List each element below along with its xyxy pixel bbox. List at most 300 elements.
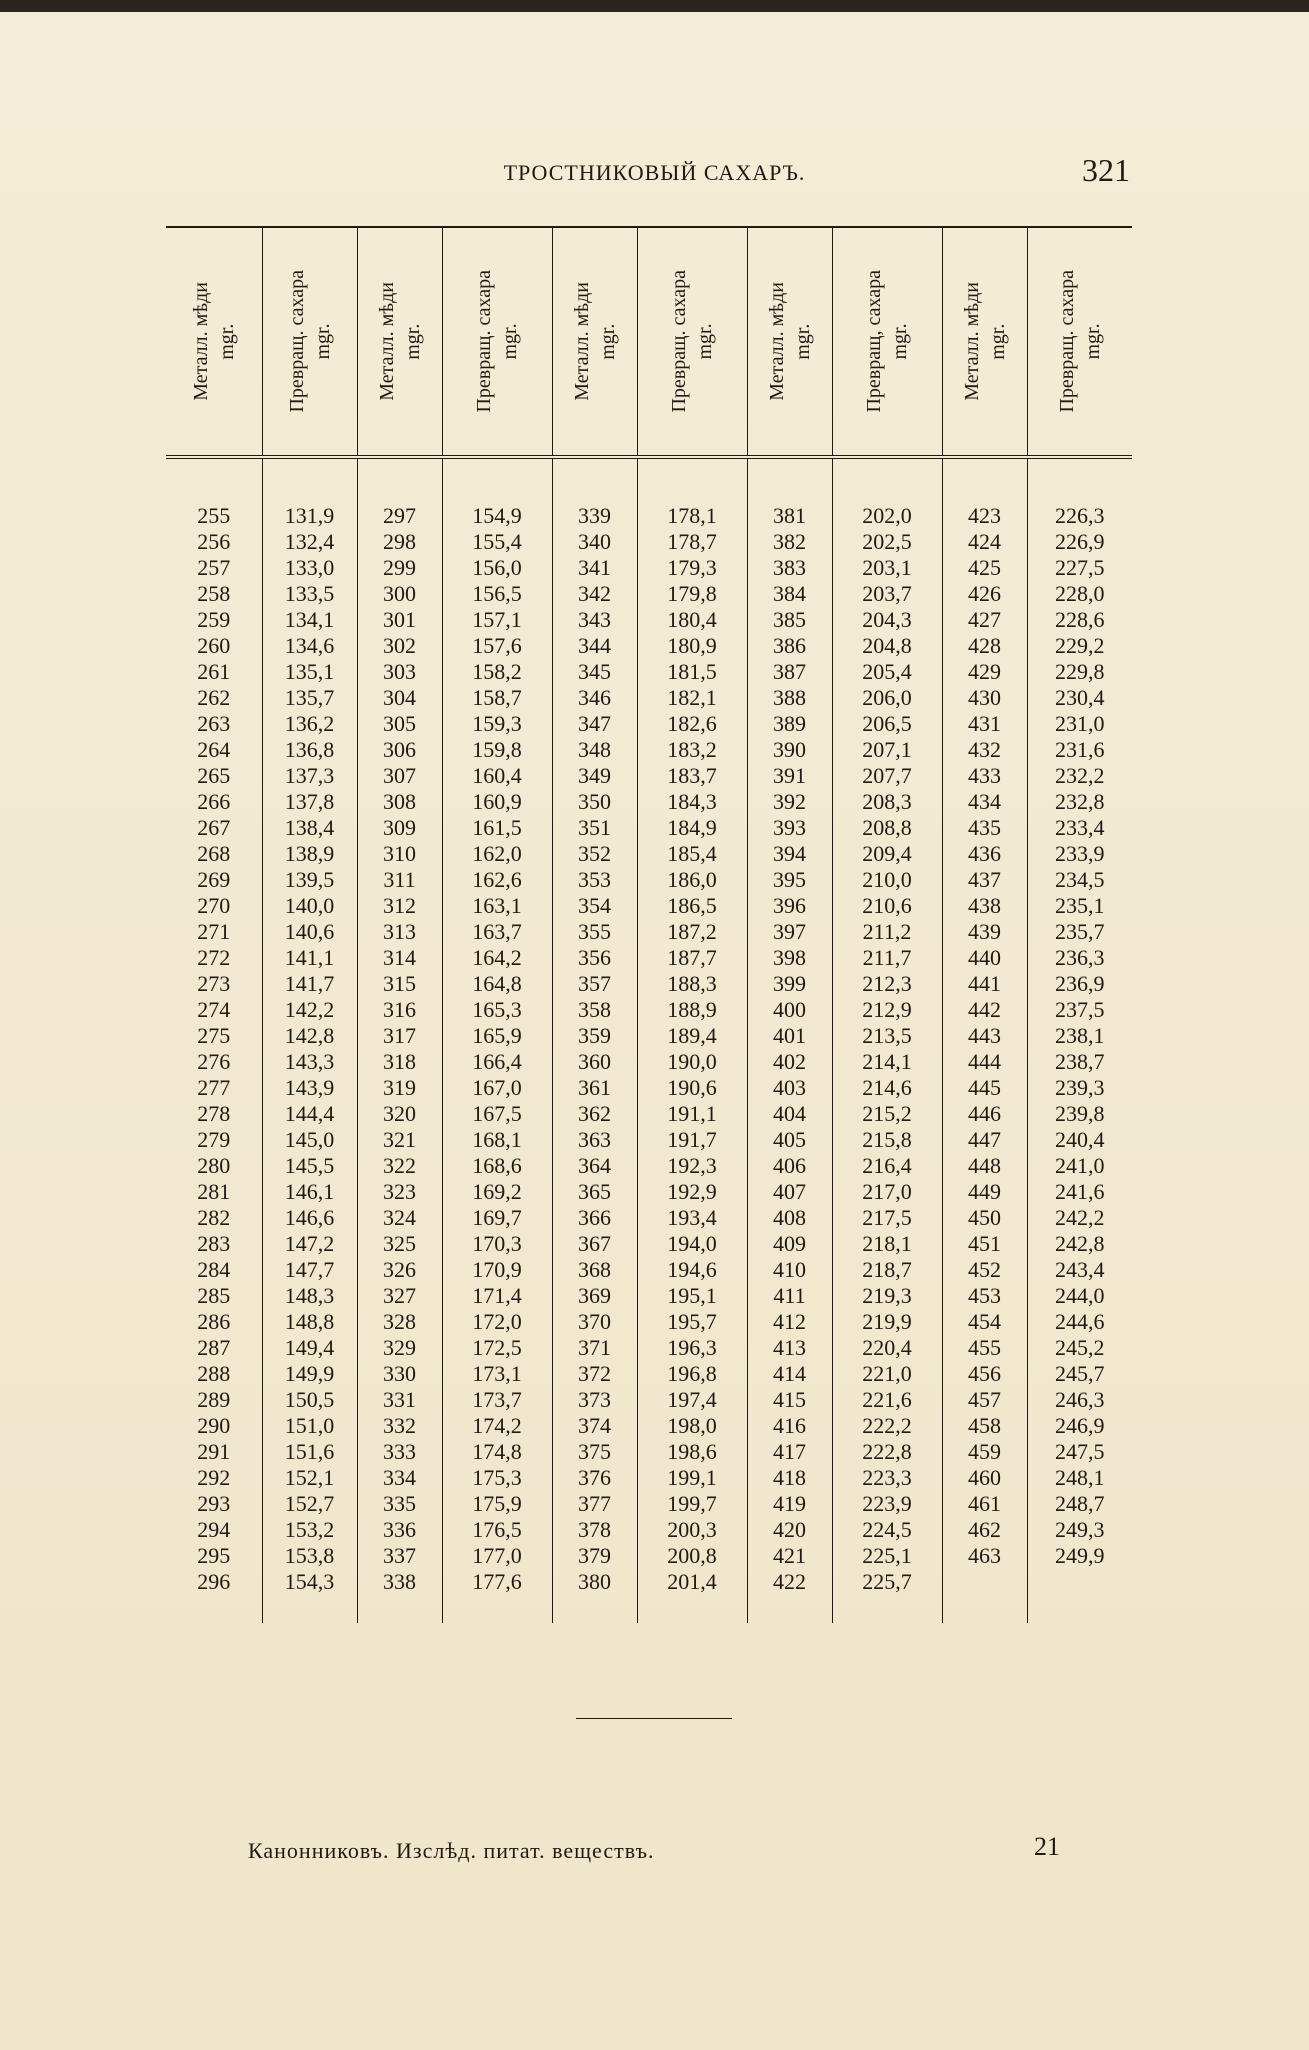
- sugar-mgr-cell: 223,9: [832, 1491, 942, 1517]
- copper-mgr-cell: 439: [942, 919, 1027, 945]
- table-row: [166, 763, 1132, 789]
- sugar-mgr-cell: 152,7: [262, 1491, 357, 1517]
- sugar-mgr-cell: 135,7: [262, 685, 357, 711]
- copper-mgr-cell: 425: [942, 555, 1027, 581]
- sugar-mgr-cell: 137,8: [262, 789, 357, 815]
- copper-mgr-cell: 266: [197, 789, 231, 814]
- copper-mgr-cell: 330: [357, 1361, 442, 1387]
- column-header: [552, 227, 637, 457]
- copper-mgr-cell: 371: [552, 1335, 637, 1361]
- sugar-mgr-cell: 142,8: [262, 1023, 357, 1049]
- copper-mgr-cell: 308: [357, 789, 442, 815]
- copper-mgr-cell: 328: [357, 1309, 442, 1335]
- sugar-mgr-cell: 142,2: [262, 997, 357, 1023]
- copper-mgr-cell: 338: [357, 1569, 442, 1595]
- sugar-mgr-cell: 242,2: [1027, 1205, 1132, 1231]
- copper-mgr-cell: 257: [197, 555, 231, 580]
- copper-mgr-cell: 325: [357, 1231, 442, 1257]
- copper-mgr-cell: 387: [747, 659, 832, 685]
- copper-mgr-cell: 461: [942, 1491, 1027, 1517]
- copper-mgr-cell: 405: [747, 1127, 832, 1153]
- column-header-label: [764, 282, 816, 401]
- sugar-mgr-cell: 136,8: [262, 737, 357, 763]
- sugar-mgr-cell: 195,7: [637, 1309, 747, 1335]
- copper-mgr-cell: 306: [357, 737, 442, 763]
- sugar-mgr-cell: 228,0: [1027, 581, 1132, 607]
- sugar-mgr-cell: 247,5: [1027, 1439, 1132, 1465]
- copper-mgr-cell: 368: [552, 1257, 637, 1283]
- sugar-mgr-cell: 228,6: [1027, 607, 1132, 633]
- copper-mgr-cell: 326: [357, 1257, 442, 1283]
- sugar-mgr-cell: 186,0: [637, 867, 747, 893]
- copper-mgr-cell: 282: [197, 1205, 231, 1230]
- copper-mgr-cell: 323: [357, 1179, 442, 1205]
- copper-mgr-cell: 271: [197, 919, 231, 944]
- sugar-mgr-cell: 165,3: [442, 997, 552, 1023]
- sugar-mgr-cell: 161,5: [442, 815, 552, 841]
- copper-mgr-cell: 420: [747, 1517, 832, 1543]
- column-header-unit: mgr.: [215, 323, 238, 360]
- sugar-mgr-cell: 143,9: [262, 1075, 357, 1101]
- copper-mgr-cell: 285: [197, 1283, 231, 1308]
- sugar-mgr-cell: 192,3: [637, 1153, 747, 1179]
- sugar-mgr-cell: 141,7: [262, 971, 357, 997]
- sugar-mgr-cell: 203,7: [832, 581, 942, 607]
- column-header-title: Превращ. сахара: [668, 270, 690, 413]
- sugar-mgr-cell: 238,7: [1027, 1049, 1132, 1075]
- copper-mgr-cell: 256: [197, 529, 231, 554]
- sugar-mgr-cell: 207,1: [832, 737, 942, 763]
- copper-mgr-cell: 435: [942, 815, 1027, 841]
- copper-mgr-cell: 291: [197, 1439, 231, 1464]
- sugar-mgr-cell: 204,3: [832, 607, 942, 633]
- sugar-mgr-cell: 194,6: [637, 1257, 747, 1283]
- sugar-mgr-cell: 238,1: [1027, 1023, 1132, 1049]
- sugar-mgr-cell: 200,3: [637, 1517, 747, 1543]
- sugar-mgr-cell: 234,5: [1027, 867, 1132, 893]
- copper-mgr-cell: 418: [747, 1465, 832, 1491]
- sugar-mgr-cell: 149,9: [262, 1361, 357, 1387]
- column-header-label: [284, 270, 336, 413]
- sugar-mgr-cell: 139,5: [262, 867, 357, 893]
- column-header: [1027, 227, 1132, 457]
- copper-mgr-cell: 372: [552, 1361, 637, 1387]
- sugar-mgr-cell: 212,9: [832, 997, 942, 1023]
- sugar-mgr-cell: 184,9: [637, 815, 747, 841]
- copper-mgr-cell: 297: [357, 457, 442, 529]
- copper-mgr-cell: 443: [942, 1023, 1027, 1049]
- sugar-mgr-cell: 190,0: [637, 1049, 747, 1075]
- copper-mgr-cell: 381: [747, 457, 832, 529]
- empty-cell: [1027, 1595, 1132, 1623]
- copper-mgr-cell: 361: [552, 1075, 637, 1101]
- sugar-mgr-cell: 147,2: [262, 1231, 357, 1257]
- copper-mgr-cell: 417: [747, 1439, 832, 1465]
- sugar-mgr-cell: 178,1: [637, 457, 747, 529]
- copper-mgr-cell: 344: [552, 633, 637, 659]
- sugar-mgr-cell: 147,7: [262, 1257, 357, 1283]
- table-row: [166, 1569, 1132, 1595]
- sugar-mgr-cell: 195,1: [637, 1283, 747, 1309]
- sugar-mgr-cell: 169,7: [442, 1205, 552, 1231]
- copper-mgr-cell: 315: [357, 971, 442, 997]
- copper-mgr-cell: 448: [942, 1153, 1027, 1179]
- table-row: [166, 555, 1132, 581]
- copper-mgr-cell: 397: [747, 919, 832, 945]
- copper-mgr-cell: 430: [942, 685, 1027, 711]
- copper-mgr-cell: 378: [552, 1517, 637, 1543]
- empty-cell: [262, 1595, 357, 1623]
- empty-cell: [637, 1595, 747, 1623]
- copper-mgr-cell: 432: [942, 737, 1027, 763]
- sugar-mgr-cell: 203,1: [832, 555, 942, 581]
- copper-mgr-cell: 353: [552, 867, 637, 893]
- copper-mgr-cell: 295: [197, 1543, 231, 1568]
- copper-mgr-cell: 350: [552, 789, 637, 815]
- copper-mgr-cell: 336: [357, 1517, 442, 1543]
- copper-mgr-cell: 446: [942, 1101, 1027, 1127]
- sugar-mgr-cell: 175,3: [442, 1465, 552, 1491]
- sugar-mgr-cell: 179,8: [637, 581, 747, 607]
- sugar-mgr-cell: 227,5: [1027, 555, 1132, 581]
- table-row: [166, 789, 1132, 815]
- sugar-mgr-cell: 186,5: [637, 893, 747, 919]
- copper-mgr-cell: 278: [197, 1101, 231, 1126]
- sugar-mgr-cell: 154,3: [262, 1569, 357, 1595]
- sugar-mgr-cell: 200,8: [637, 1543, 747, 1569]
- sugar-mgr-cell: 235,1: [1027, 893, 1132, 919]
- copper-mgr-cell: 393: [747, 815, 832, 841]
- copper-mgr-cell: 394: [747, 841, 832, 867]
- copper-mgr-cell: 429: [942, 659, 1027, 685]
- sugar-mgr-cell: 241,0: [1027, 1153, 1132, 1179]
- copper-mgr-cell: 373: [552, 1387, 637, 1413]
- copper-mgr-cell: 329: [357, 1335, 442, 1361]
- table-row: [166, 919, 1132, 945]
- sugar-mgr-cell: 213,5: [832, 1023, 942, 1049]
- footer-source-line: Канонниковъ. Изслѣд. питат. веществъ.: [248, 1838, 655, 1863]
- copper-mgr-cell: 366: [552, 1205, 637, 1231]
- copper-mgr-cell: 441: [942, 971, 1027, 997]
- copper-mgr-cell: 423: [942, 457, 1027, 529]
- copper-mgr-cell: 374: [552, 1413, 637, 1439]
- copper-mgr-cell: 322: [357, 1153, 442, 1179]
- sugar-mgr-cell: 212,3: [832, 971, 942, 997]
- sugar-mgr-cell: 215,2: [832, 1101, 942, 1127]
- sugar-mgr-cell: 208,8: [832, 815, 942, 841]
- copper-mgr-cell: 357: [552, 971, 637, 997]
- column-header-unit: mgr.: [986, 323, 1009, 360]
- copper-mgr-cell: 390: [747, 737, 832, 763]
- copper-mgr-cell: 369: [552, 1283, 637, 1309]
- sugar-mgr-cell: 245,2: [1027, 1335, 1132, 1361]
- copper-mgr-cell: 422: [747, 1569, 832, 1595]
- copper-mgr-cell: 264: [197, 737, 231, 762]
- table-row: [166, 945, 1132, 971]
- copper-mgr-cell: 437: [942, 867, 1027, 893]
- table-row: [166, 1543, 1132, 1569]
- table-row: [166, 1517, 1132, 1543]
- sugar-mgr-cell: 138,4: [262, 815, 357, 841]
- copper-mgr-cell: 452: [942, 1257, 1027, 1283]
- sugar-mgr-cell: 208,3: [832, 789, 942, 815]
- copper-mgr-cell: 262: [197, 685, 231, 710]
- copper-mgr-cell: 453: [942, 1283, 1027, 1309]
- copper-mgr-cell: 268: [197, 841, 231, 866]
- sugar-mgr-cell: 172,5: [442, 1335, 552, 1361]
- sugar-mgr-cell: 211,2: [832, 919, 942, 945]
- sugar-mgr-cell: 153,8: [262, 1543, 357, 1569]
- sugar-mgr-cell: 156,0: [442, 555, 552, 581]
- copper-mgr-cell: 255: [197, 503, 231, 528]
- copper-mgr-cell: 298: [357, 529, 442, 555]
- copper-mgr-cell: 318: [357, 1049, 442, 1075]
- sugar-mgr-cell: 180,4: [637, 607, 747, 633]
- sugar-mgr-cell: 241,6: [1027, 1179, 1132, 1205]
- copper-mgr-cell: 400: [747, 997, 832, 1023]
- copper-mgr-cell: 377: [552, 1491, 637, 1517]
- copper-mgr-cell: 332: [357, 1413, 442, 1439]
- sugar-mgr-cell: 196,8: [637, 1361, 747, 1387]
- copper-mgr-cell: 416: [747, 1413, 832, 1439]
- sugar-mgr-cell: 197,4: [637, 1387, 747, 1413]
- copper-mgr-cell: 296: [197, 1569, 231, 1594]
- copper-mgr-cell: 447: [942, 1127, 1027, 1153]
- sugar-mgr-cell: 224,5: [832, 1517, 942, 1543]
- copper-mgr-cell: 380: [552, 1569, 637, 1595]
- column-header-label: [188, 282, 240, 401]
- sugar-mgr-cell: 137,3: [262, 763, 357, 789]
- sugar-mgr-cell: 229,8: [1027, 659, 1132, 685]
- column-header-title: Металл. мѣди: [189, 282, 212, 401]
- sugar-mgr-cell: 236,9: [1027, 971, 1132, 997]
- copper-mgr-cell: 392: [747, 789, 832, 815]
- table-row: [166, 1413, 1132, 1439]
- empty-cell: [442, 1595, 552, 1623]
- sugar-mgr-cell: 146,6: [262, 1205, 357, 1231]
- copper-mgr-cell: 445: [942, 1075, 1027, 1101]
- sugar-mgr-cell: 220,4: [832, 1335, 942, 1361]
- table-row: [166, 815, 1132, 841]
- closing-rule: [576, 1718, 732, 1719]
- sugar-mgr-cell: 138,9: [262, 841, 357, 867]
- sugar-mgr-cell: 218,1: [832, 1231, 942, 1257]
- sugar-mgr-cell: 246,9: [1027, 1413, 1132, 1439]
- copper-mgr-cell: 367: [552, 1231, 637, 1257]
- sugar-mgr-cell: 199,7: [637, 1491, 747, 1517]
- column-header-label: [374, 282, 426, 401]
- sugar-mgr-cell: 243,4: [1027, 1257, 1132, 1283]
- sugar-mgr-cell: 217,0: [832, 1179, 942, 1205]
- column-header-title: Превращ, сахара: [863, 270, 885, 413]
- sugar-mgr-cell: 168,6: [442, 1153, 552, 1179]
- sugar-mgr-cell: 132,4: [262, 529, 357, 555]
- sugar-mgr-cell: 151,0: [262, 1413, 357, 1439]
- sugar-mgr-cell: 158,7: [442, 685, 552, 711]
- copper-mgr-cell: 259: [197, 607, 231, 632]
- copper-mgr-cell: 438: [942, 893, 1027, 919]
- copper-mgr-cell: 337: [357, 1543, 442, 1569]
- column-header-unit: mgr.: [596, 323, 619, 360]
- sugar-mgr-cell: 157,6: [442, 633, 552, 659]
- copper-mgr-cell: 460: [942, 1465, 1027, 1491]
- sugar-mgr-cell: 216,4: [832, 1153, 942, 1179]
- copper-mgr-cell: 269: [197, 867, 231, 892]
- sugar-mgr-cell: 146,1: [262, 1179, 357, 1205]
- sugar-mgr-cell: 232,8: [1027, 789, 1132, 815]
- sugar-mgr-cell: 171,4: [442, 1283, 552, 1309]
- copper-mgr-cell: 279: [197, 1127, 231, 1152]
- copper-mgr-cell: 270: [197, 893, 231, 918]
- copper-mgr-cell: 434: [942, 789, 1027, 815]
- sugar-mgr-cell: 209,4: [832, 841, 942, 867]
- sugar-mgr-cell: 233,4: [1027, 815, 1132, 841]
- copper-mgr-cell: 391: [747, 763, 832, 789]
- sugar-mgr-cell: 145,0: [262, 1127, 357, 1153]
- table-row: [166, 1231, 1132, 1257]
- running-header-title: ТРОСТНИКОВЫЙ САХАРЪ.: [503, 160, 806, 185]
- sugar-mgr-cell: 202,5: [832, 529, 942, 555]
- sugar-mgr-cell: 191,7: [637, 1127, 747, 1153]
- table-row: [166, 1439, 1132, 1465]
- sugar-mgr-cell: 194,0: [637, 1231, 747, 1257]
- copper-mgr-cell: 415: [747, 1387, 832, 1413]
- copper-mgr-cell: 404: [747, 1101, 832, 1127]
- sugar-mgr-cell: 158,2: [442, 659, 552, 685]
- copper-mgr-cell: 300: [357, 581, 442, 607]
- sugar-mgr-cell: 248,7: [1027, 1491, 1132, 1517]
- table-row: [166, 1361, 1132, 1387]
- sugar-mgr-cell: 192,9: [637, 1179, 747, 1205]
- sugar-mgr-cell: 164,8: [442, 971, 552, 997]
- sugar-mgr-cell: 198,6: [637, 1439, 747, 1465]
- sugar-mgr-cell: 169,2: [442, 1179, 552, 1205]
- sugar-mgr-cell: 225,1: [832, 1543, 942, 1569]
- scan-top-edge: [0, 0, 1309, 12]
- copper-mgr-cell: 286: [197, 1309, 231, 1334]
- sugar-mgr-cell: 162,0: [442, 841, 552, 867]
- table-row: [166, 867, 1132, 893]
- copper-mgr-cell: 354: [552, 893, 637, 919]
- table-row: [166, 711, 1132, 737]
- table-row: [166, 659, 1132, 685]
- column-header-unit: mgr.: [311, 323, 334, 360]
- sugar-mgr-cell: 148,8: [262, 1309, 357, 1335]
- sugar-mgr-cell: 185,4: [637, 841, 747, 867]
- sugar-mgr-cell: 244,0: [1027, 1283, 1132, 1309]
- sugar-mgr-cell: 219,3: [832, 1283, 942, 1309]
- copper-mgr-cell: 389: [747, 711, 832, 737]
- column-header-label: [569, 282, 621, 401]
- sugar-mgr-cell: 218,7: [832, 1257, 942, 1283]
- sugar-mgr-cell: 136,2: [262, 711, 357, 737]
- column-header-label: [861, 270, 913, 413]
- column-header-unit: mgr.: [1081, 323, 1104, 360]
- copper-mgr-cell: 424: [942, 529, 1027, 555]
- copper-mgr-cell: 410: [747, 1257, 832, 1283]
- sugar-mgr-cell: 156,5: [442, 581, 552, 607]
- sugar-mgr-cell: 193,4: [637, 1205, 747, 1231]
- copper-mgr-cell: 289: [197, 1387, 231, 1412]
- copper-mgr-cell: 284: [197, 1257, 231, 1282]
- copper-mgr-cell: 421: [747, 1543, 832, 1569]
- copper-mgr-cell: 427: [942, 607, 1027, 633]
- copper-mgr-cell: 334: [357, 1465, 442, 1491]
- copper-mgr-cell: 382: [747, 529, 832, 555]
- copper-mgr-cell: 302: [357, 633, 442, 659]
- copper-mgr-cell: 345: [552, 659, 637, 685]
- copper-mgr-cell: 412: [747, 1309, 832, 1335]
- copper-mgr-cell: 401: [747, 1023, 832, 1049]
- sugar-mgr-cell: 206,5: [832, 711, 942, 737]
- sugar-mgr-cell: 207,7: [832, 763, 942, 789]
- table-row: [166, 1179, 1132, 1205]
- sugar-mgr-cell: 226,3: [1027, 457, 1132, 529]
- column-header-title: Металл. мѣди: [375, 282, 398, 401]
- copper-mgr-cell: 403: [747, 1075, 832, 1101]
- copper-mgr-cell: 333: [357, 1439, 442, 1465]
- sugar-mgr-cell: 231,6: [1027, 737, 1132, 763]
- copper-mgr-cell: 275: [197, 1023, 231, 1048]
- column-header-label: [959, 282, 1011, 401]
- copper-mgr-cell: 363: [552, 1127, 637, 1153]
- copper-mgr-cell: 433: [942, 763, 1027, 789]
- copper-mgr-cell: 343: [552, 607, 637, 633]
- sugar-mgr-cell: 177,6: [442, 1569, 552, 1595]
- table-row: [166, 893, 1132, 919]
- sugar-mgr-cell: 152,1: [262, 1465, 357, 1491]
- copper-mgr-cell: 376: [552, 1465, 637, 1491]
- copper-mgr-cell: 358: [552, 997, 637, 1023]
- sugar-mgr-cell: 145,5: [262, 1153, 357, 1179]
- table-header-row: [166, 227, 1132, 457]
- column-header: [357, 227, 442, 457]
- sugar-mgr-cell: 188,9: [637, 997, 747, 1023]
- sugar-mgr-cell: 174,8: [442, 1439, 552, 1465]
- sugar-mgr-cell: 222,8: [832, 1439, 942, 1465]
- sugar-mgr-cell: 248,1: [1027, 1465, 1132, 1491]
- copper-mgr-cell: 459: [942, 1439, 1027, 1465]
- signature-mark: 21: [1034, 1832, 1060, 1861]
- sugar-mgr-cell: 199,1: [637, 1465, 747, 1491]
- sugar-mgr-cell: 170,9: [442, 1257, 552, 1283]
- sugar-mgr-cell: 183,7: [637, 763, 747, 789]
- copper-mgr-cell: 288: [197, 1361, 231, 1386]
- sugar-mgr-cell: 187,7: [637, 945, 747, 971]
- sugar-mgr-cell: 182,1: [637, 685, 747, 711]
- copper-mgr-cell: 321: [357, 1127, 442, 1153]
- table-row: [166, 1023, 1132, 1049]
- empty-cell: [832, 1595, 942, 1623]
- sugar-mgr-cell: 196,3: [637, 1335, 747, 1361]
- sugar-mgr-cell: 221,0: [832, 1361, 942, 1387]
- table-row: [166, 1101, 1132, 1127]
- table-row: [166, 971, 1132, 997]
- sugar-mgr-cell: 233,9: [1027, 841, 1132, 867]
- table-row: [166, 1205, 1132, 1231]
- copper-mgr-cell: 339: [552, 457, 637, 529]
- column-header-title: Превращ. сахара: [473, 270, 495, 413]
- copper-mgr-cell: 331: [357, 1387, 442, 1413]
- copper-mgr-cell: 276: [197, 1049, 231, 1074]
- copper-mgr-cell: 356: [552, 945, 637, 971]
- column-header-unit: mgr.: [401, 323, 424, 360]
- column-header: [832, 227, 942, 457]
- copper-mgr-cell: 399: [747, 971, 832, 997]
- sugar-mgr-cell: 187,2: [637, 919, 747, 945]
- copper-mgr-cell: 431: [942, 711, 1027, 737]
- sugar-mgr-cell: 164,2: [442, 945, 552, 971]
